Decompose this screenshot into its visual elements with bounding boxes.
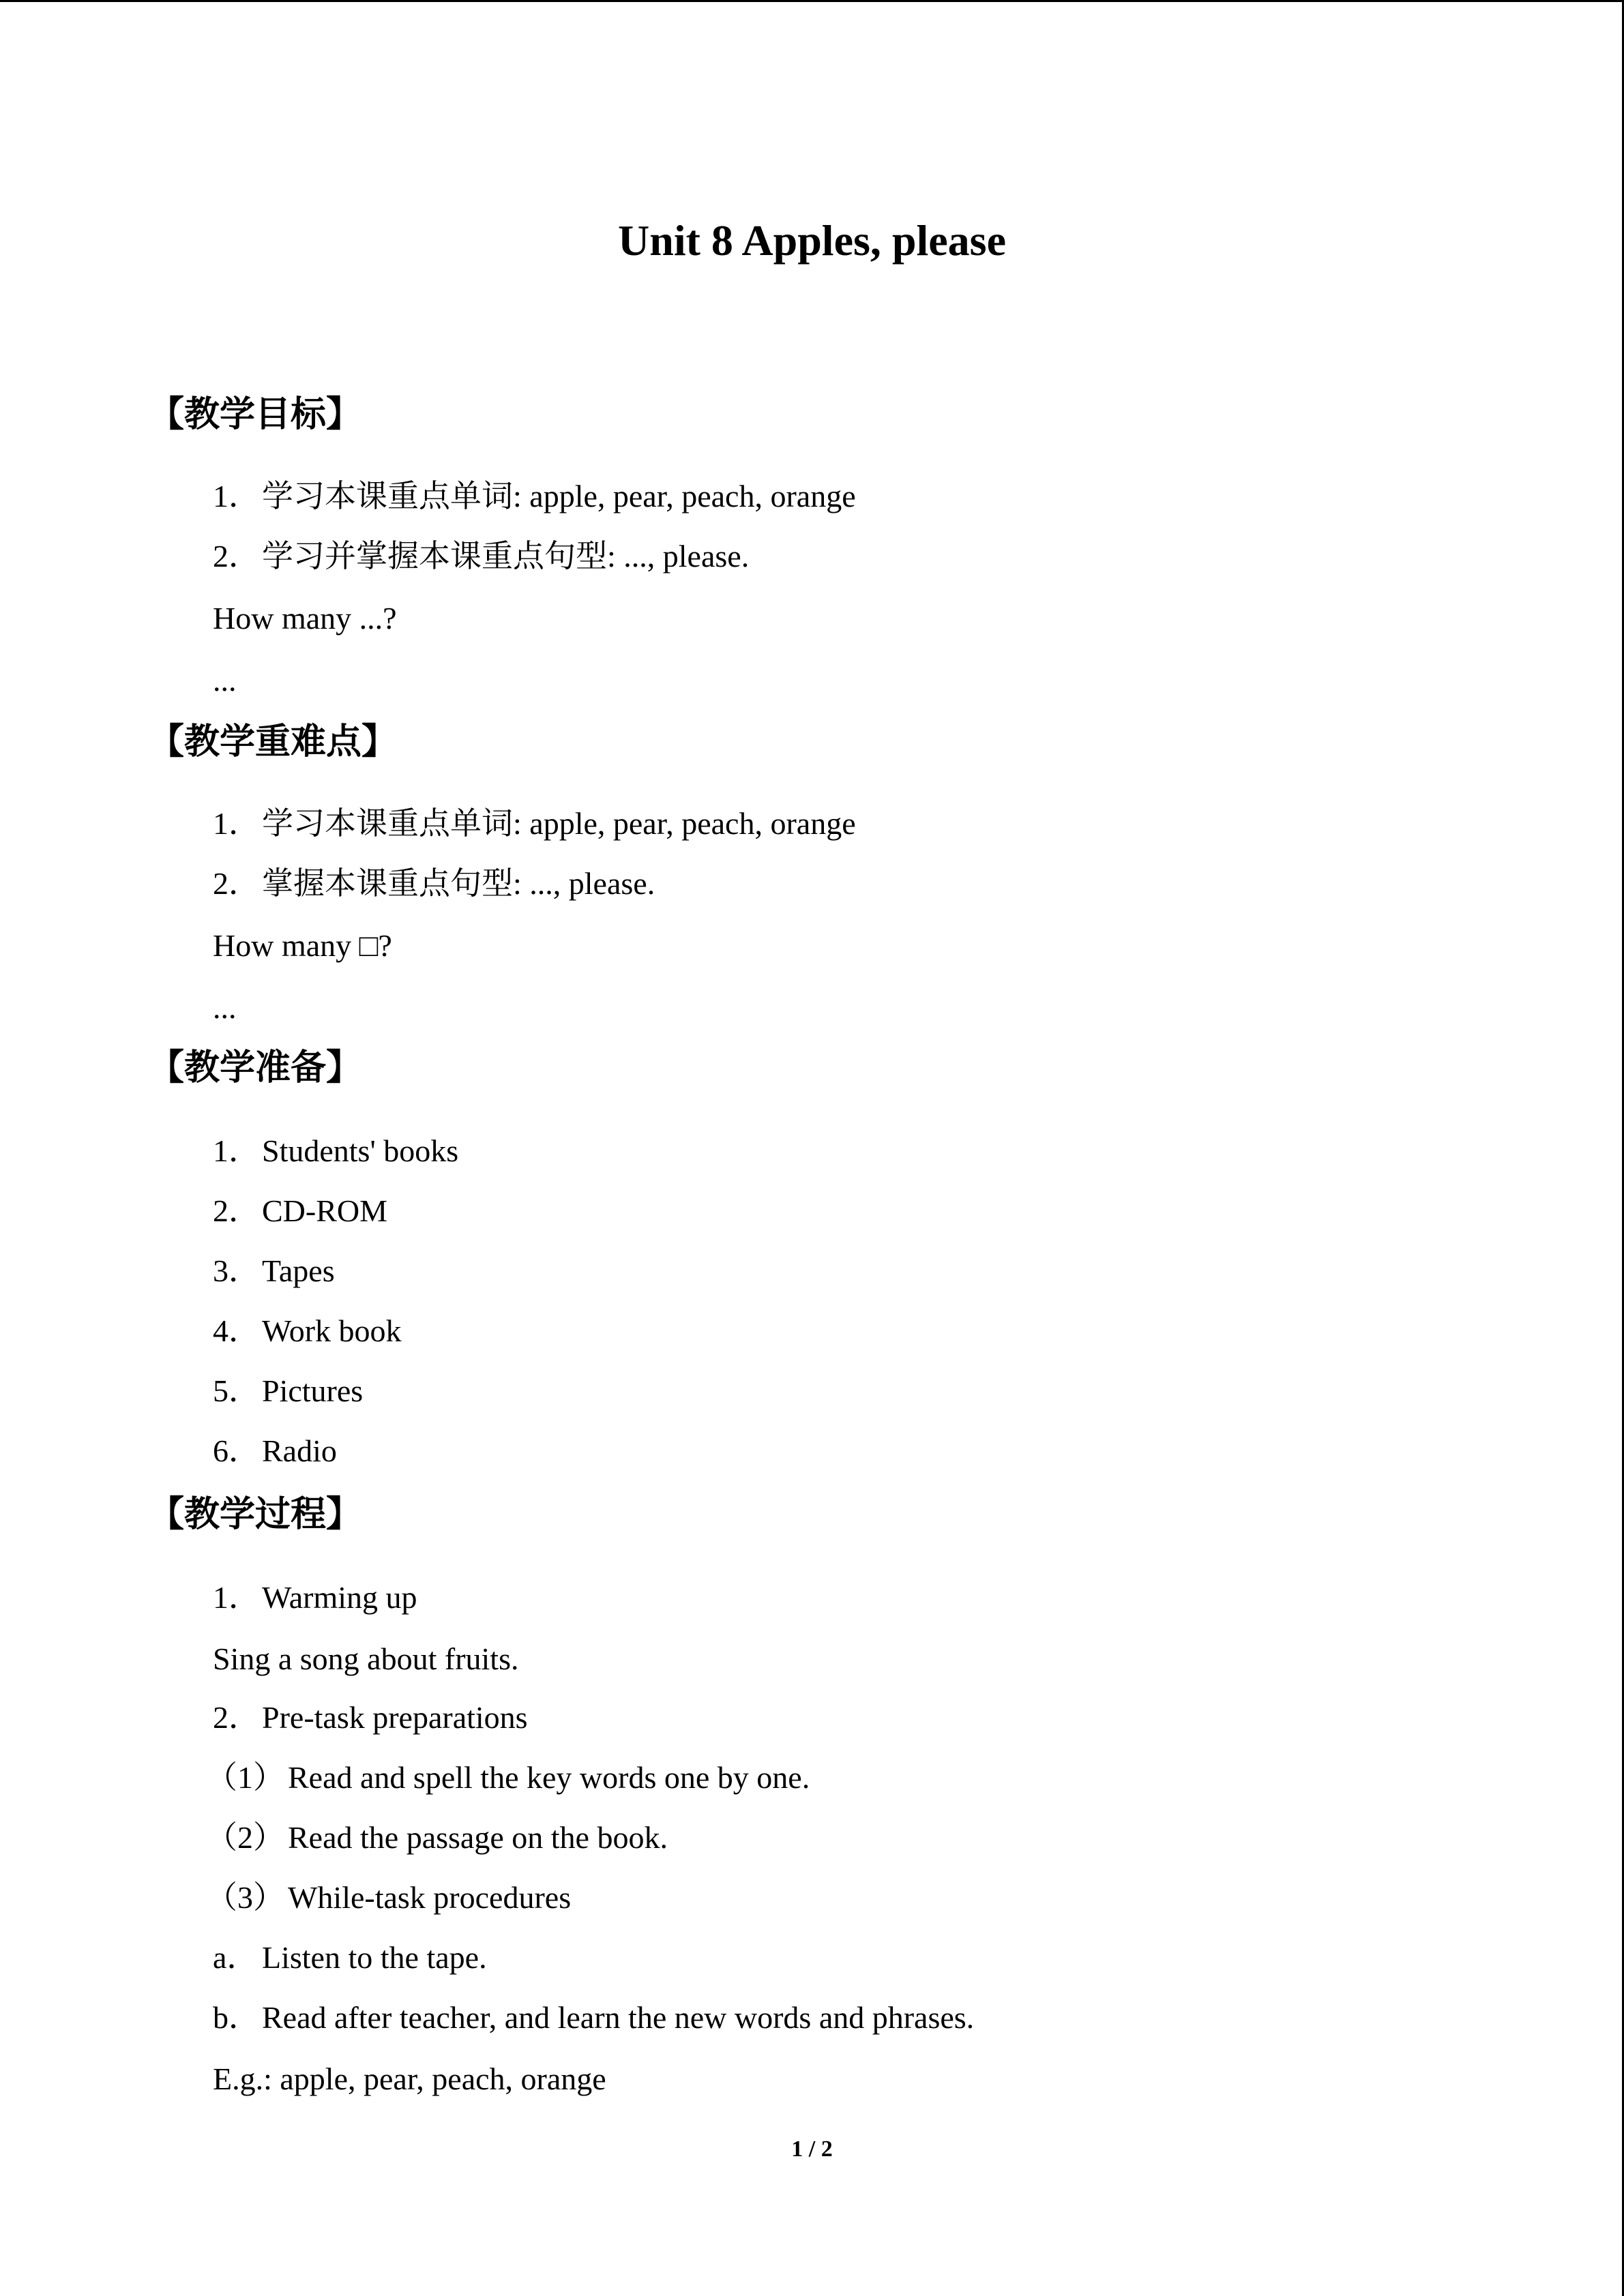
item-text: Radio xyxy=(262,1433,337,1468)
item-text: 学习本课重点单词: apple, pear, peach, orange xyxy=(262,806,856,841)
list-item xyxy=(213,1311,402,1352)
list-item xyxy=(213,536,749,577)
item-text: 学习并掌握本课重点句型: ..., please. xyxy=(262,539,750,573)
item-number: 2． xyxy=(213,1193,260,1228)
item-text: Work book xyxy=(262,1313,402,1348)
list-item xyxy=(213,1997,974,2038)
item-number: a． xyxy=(213,1940,259,1975)
item-number: （3） xyxy=(206,1880,284,1915)
item-text: ... xyxy=(213,990,237,1025)
item-text: Tapes xyxy=(262,1253,335,1288)
item-text: How many □? xyxy=(213,928,392,963)
item-number: 2． xyxy=(213,866,260,901)
item-number: 5． xyxy=(213,1373,260,1408)
item-number: 1． xyxy=(213,1133,260,1168)
item-number: （1） xyxy=(206,1760,284,1795)
list-item xyxy=(213,1191,387,1232)
list-item xyxy=(206,1817,668,1858)
section-heading-key-points: 【教学重难点】 xyxy=(149,721,398,762)
item-text: Pictures xyxy=(262,1373,364,1408)
item-text: Pre-task preparations xyxy=(262,1700,528,1735)
item-text: E.g.: apple, pear, peach, orange xyxy=(213,2061,606,2096)
list-item xyxy=(213,1431,337,1472)
page-number: 1 / 2 xyxy=(791,2136,833,2162)
section-heading-process: 【教学过程】 xyxy=(149,1494,362,1535)
item-number: 4． xyxy=(213,1313,260,1348)
item-text: Students' books xyxy=(262,1133,459,1168)
section-heading-goals: 【教学目标】 xyxy=(149,394,362,435)
list-item xyxy=(206,1877,572,1918)
item-text: 学习本课重点单词: apple, pear, peach, orange xyxy=(262,479,856,513)
item-text: Read and spell the key words one by one. xyxy=(288,1760,810,1795)
item-number: 2． xyxy=(213,539,260,573)
list-item xyxy=(213,925,392,966)
list-item xyxy=(213,863,655,904)
section-heading-preparation: 【教学准备】 xyxy=(149,1047,362,1088)
item-number: b． xyxy=(213,2000,260,2035)
document-title: Unit 8 Apples, please xyxy=(618,216,1006,265)
item-text: ... xyxy=(213,663,237,698)
list-item xyxy=(213,1697,528,1738)
item-text: CD-ROM xyxy=(262,1193,388,1228)
list-item xyxy=(213,803,856,844)
item-text: While-task procedures xyxy=(288,1880,572,1915)
list-item xyxy=(213,1937,487,1978)
list-item xyxy=(213,660,237,701)
item-text: 掌握本课重点句型: ..., please. xyxy=(262,866,655,901)
list-item xyxy=(206,1757,810,1798)
item-text: Listen to the tape. xyxy=(262,1940,487,1975)
list-item xyxy=(213,1577,417,1618)
list-item xyxy=(213,1251,335,1292)
item-number: 3． xyxy=(213,1253,260,1288)
list-item xyxy=(213,476,856,517)
item-text: Read the passage on the book. xyxy=(288,1820,668,1855)
list-item xyxy=(213,1639,518,1680)
item-text: Sing a song about fruits. xyxy=(213,1641,519,1676)
item-number: 1． xyxy=(213,1580,260,1615)
item-text: Read after teacher, and learn the new words and phrases. xyxy=(262,2000,975,2035)
list-item xyxy=(213,1371,363,1412)
item-number: 6． xyxy=(213,1433,260,1468)
item-number: （2） xyxy=(206,1820,284,1855)
list-item xyxy=(213,2059,606,2100)
item-number: 2． xyxy=(213,1700,260,1735)
list-item xyxy=(213,598,397,639)
list-item xyxy=(213,1131,458,1172)
item-number: 1． xyxy=(213,806,260,841)
list-item xyxy=(213,987,237,1028)
item-number: 1． xyxy=(213,479,260,513)
item-text: Warming up xyxy=(262,1580,417,1615)
item-text: How many ...? xyxy=(213,601,397,636)
